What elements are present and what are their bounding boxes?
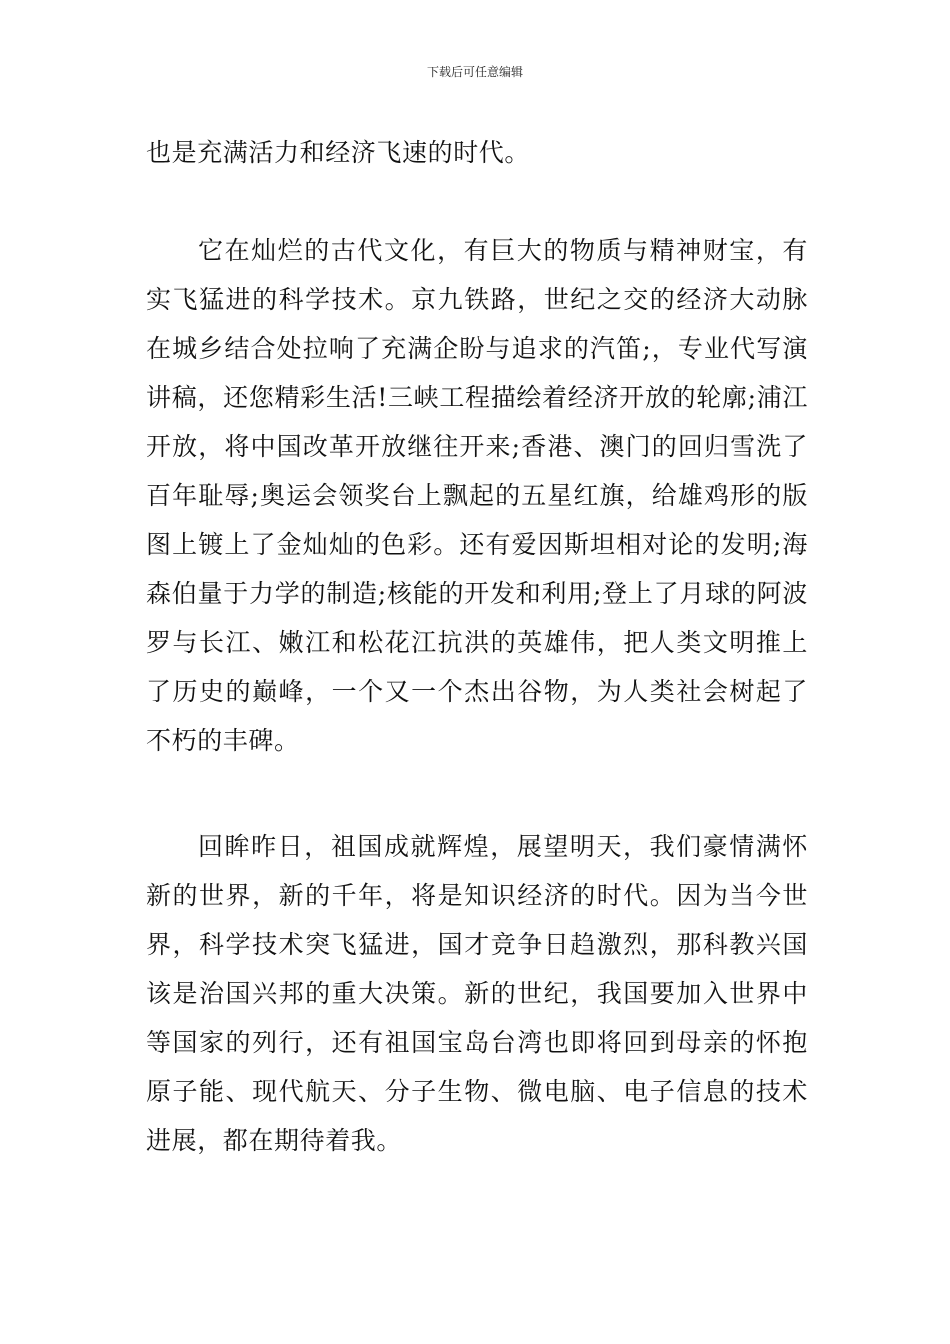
paragraph-achievements: 它在灿烂的古代文化，有巨大的物质与精神财宝，有实飞猛进的科学技术。京九铁路，世纪之交的经济大动脉在城乡结合处拉响了充满企盼与追求的汽笛;，专业代写演讲稿，还您精彩生活!三峡工程描绘着经济开放的轮廓;浦江开放，将中国改革开放继往开来;香港、澳门的回归雪洗了百年耻辱;奥运会领奖台上飘起的五星红旗，给雄鸡形的版图上镀上了金灿灿的色彩。还有爱因斯坦相对论的发明;海森伯量于力学的制造;核能的开发和利用;登上了月球的阿波罗与长江、嫩江和松花江抗洪的英雄伟，把人类文明推上了历史的巅峰，一个又一个杰出谷物，为人类社会树起了不朽的丰碑。 [146, 236, 808, 755]
paragraph-future: 回眸昨日，祖国成就辉煌，展望明天，我们豪情满怀新的世界，新的千年，将是知识经济的时代。因为当今世界，科学技术突飞猛进，国才竞争日趋激烈，那科教兴国该是治国兴邦的重大决策。新的世纪，我国要加入世界中等国家的列行，还有祖国宝岛台湾也即将回到母亲的怀抱原子能、现代航天、分子生物、微电脑、电子信息的技术进展，都在期待着我。 [146, 832, 808, 1155]
page-header: 下载后可任意编辑 [426, 65, 523, 79]
paragraph-continuation: 也是充满活力和经济飞速的时代。 [146, 138, 531, 167]
